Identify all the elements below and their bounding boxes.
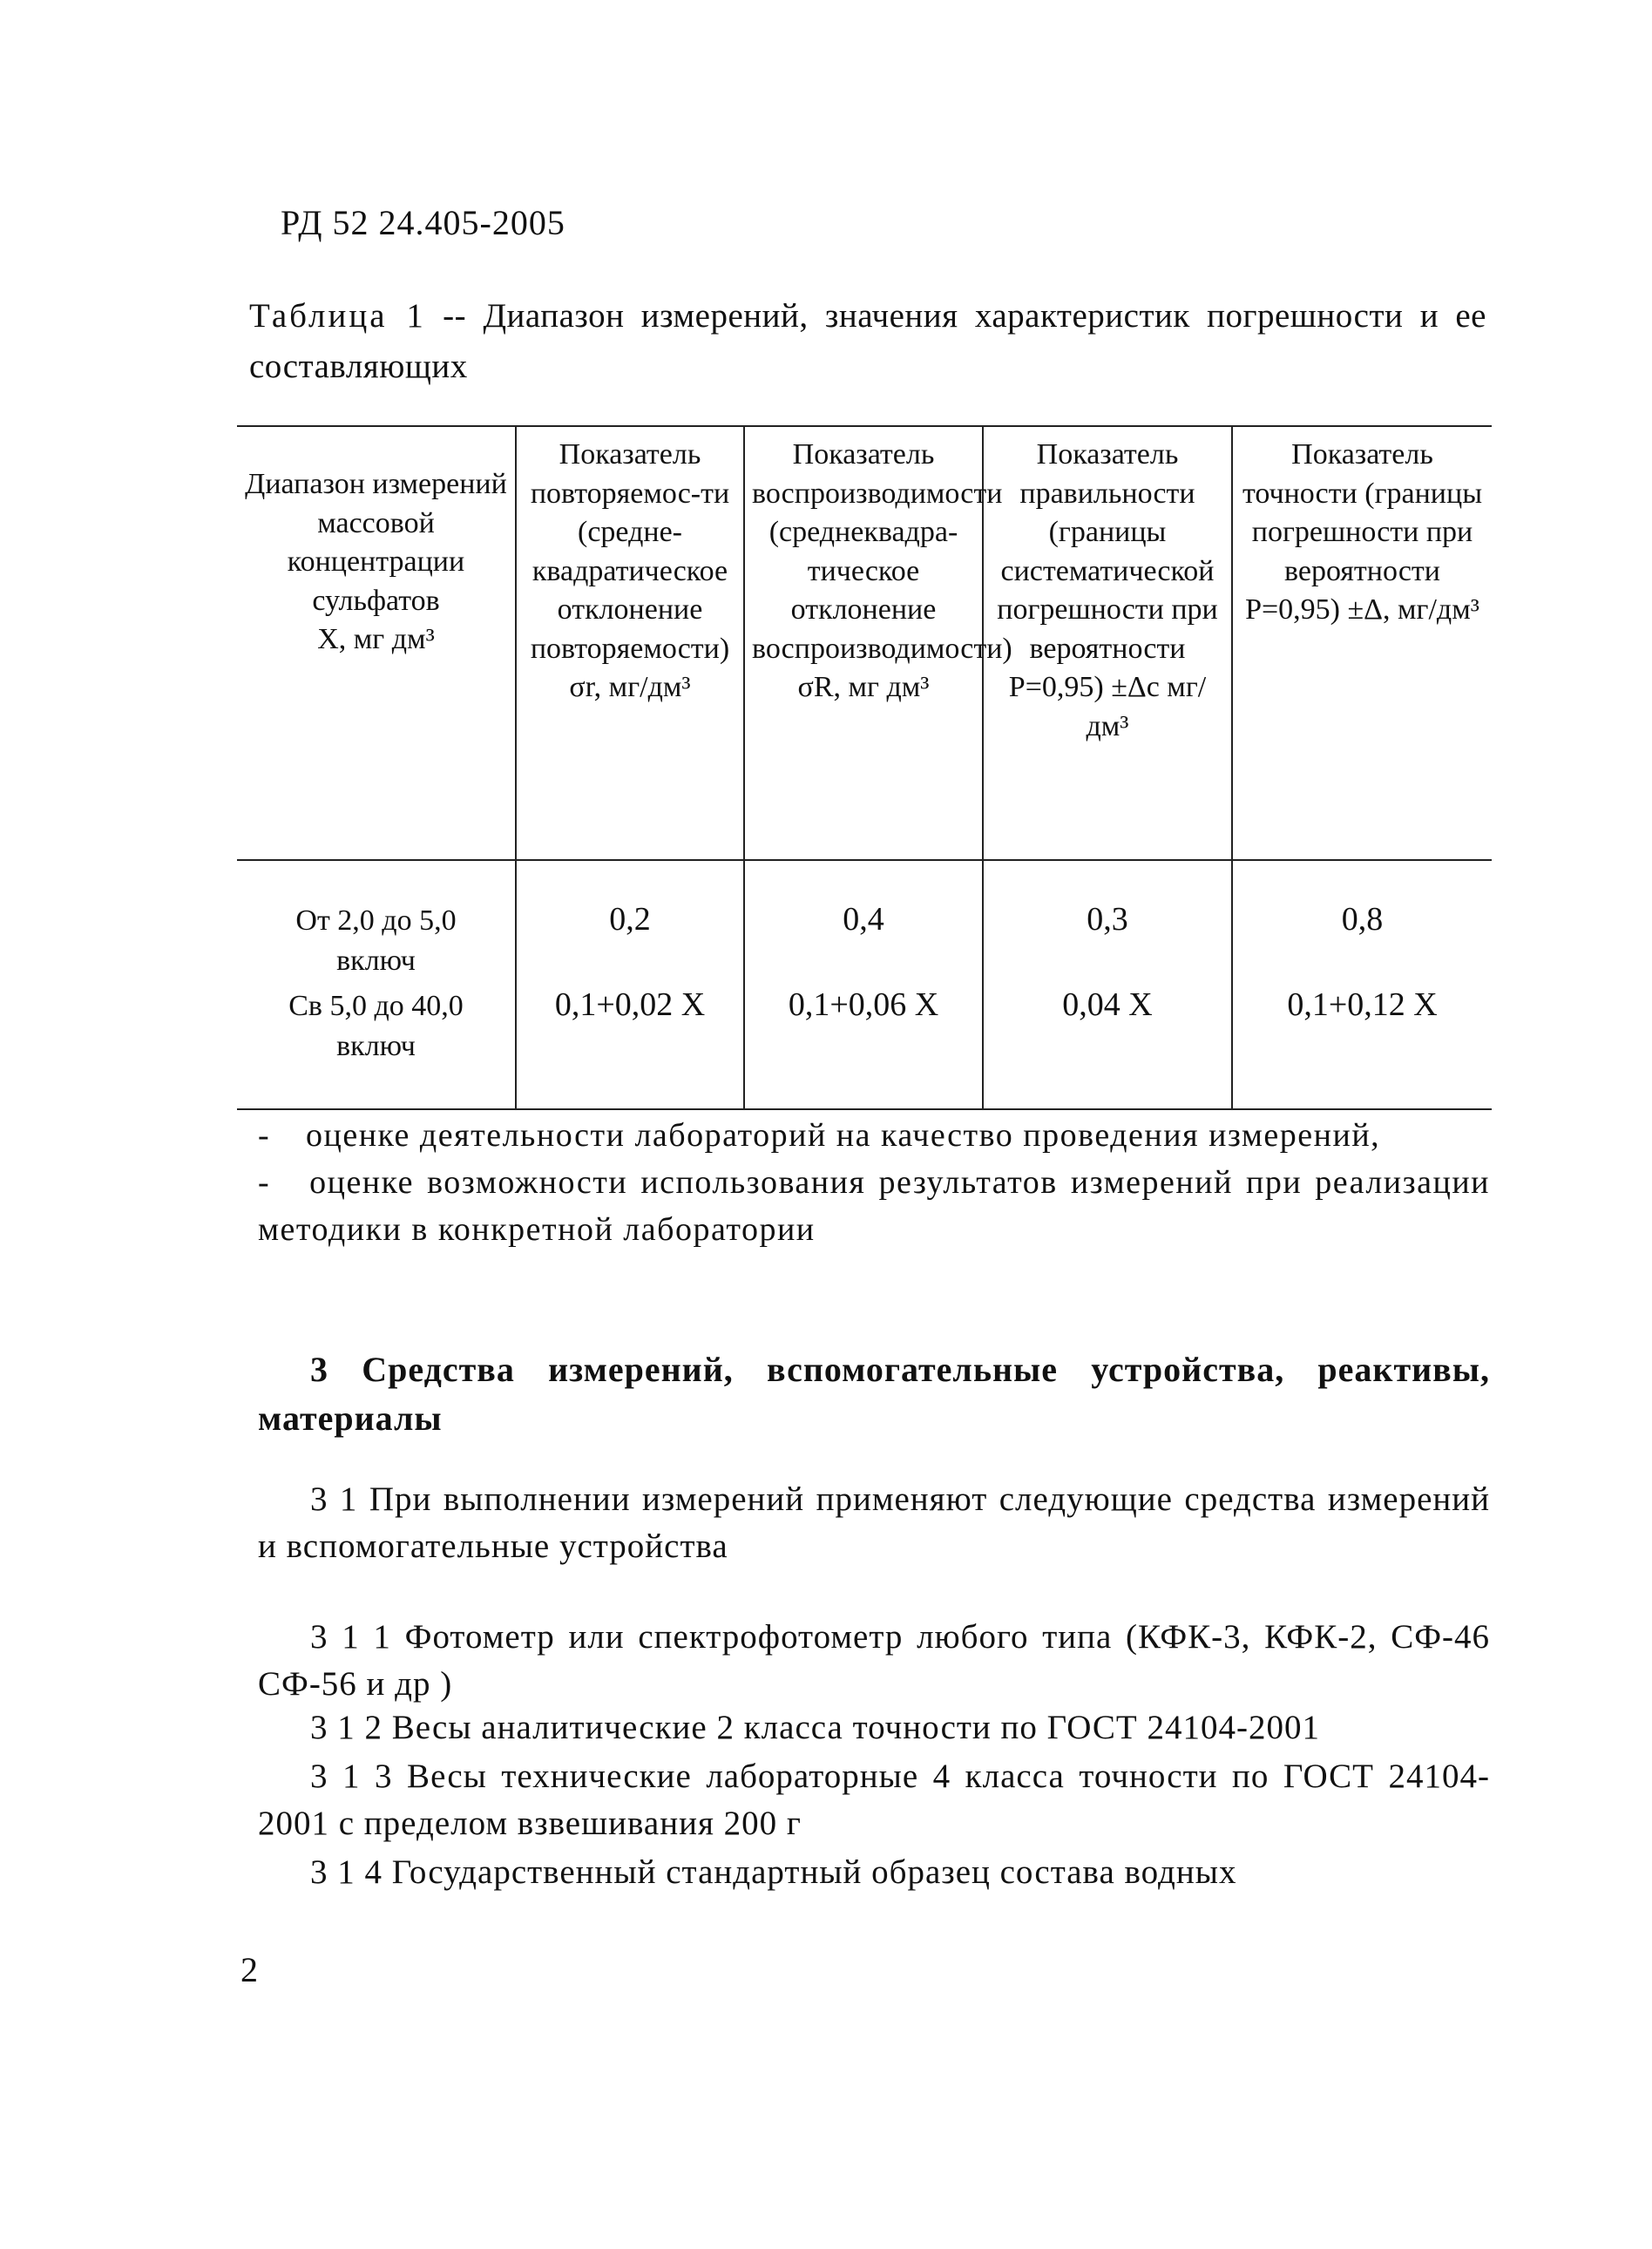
column-header-reproducibility: Показатель воспроизводимости (среднеквадра-тическое отклонение воспроизводимости) σR, мг дм³ xyxy=(744,426,983,860)
trueness-cell: 0,04 X xyxy=(983,981,1232,1109)
repeatability-cell: 0,1+0,02 X xyxy=(516,981,744,1109)
repeatability-cell: 0,2 xyxy=(516,860,744,981)
column-header-trueness: Показатель правильности (границы систематической погрешности при вероятности P=0,95) ±Δc мг/дм³ xyxy=(983,426,1232,860)
column-header-range: Диапазон измерений массовой концентрации сульфатов X, мг дм³ xyxy=(245,468,507,655)
measurement-characteristics-table xyxy=(237,425,1492,1110)
bullet-text: оценке деятельности лабораторий на качество проведения измерений, xyxy=(306,1117,1381,1154)
bullet-list xyxy=(258,1112,1490,1253)
bullet-dash: - xyxy=(258,1164,271,1201)
document-code: РД 52 24.405-2005 xyxy=(281,203,565,242)
range-cell: От 2,0 до 5,0 включ xyxy=(295,904,457,977)
range-cell: Св 5,0 до 40,0 включ xyxy=(288,990,464,1062)
column-header-accuracy: Показатель точности (границы погрешности при вероятности P=0,95) ±Δ, мг/дм³ xyxy=(1232,426,1492,860)
reproducibility-cell: 0,4 xyxy=(744,860,983,981)
page-number: 2 xyxy=(240,1950,258,1989)
accuracy-cell: 0,1+0,12 X xyxy=(1232,981,1492,1109)
accuracy-cell: 0,8 xyxy=(1232,860,1492,981)
trueness-cell: 0,3 xyxy=(983,860,1232,981)
list-item xyxy=(258,1112,1490,1159)
paragraph-3-1-4: 3 1 4 Государственный стандартный образец состава водных xyxy=(310,1853,1237,1891)
table-row xyxy=(237,981,1492,1109)
paragraph-3-1-3: 3 1 3 Весы технические лабораторные 4 класса точности по ГОСТ 24104-2001 с пределом взвешивания 200 г xyxy=(258,1758,1490,1842)
bullet-text: оценке возможности использования результатов измерений при реализации методики в конкретной лаборатории xyxy=(258,1164,1490,1248)
table-row xyxy=(237,860,1492,981)
paragraph-3-1: 3 1 При выполнении измерений применяют следующие средства измерений и вспомогательные устройства xyxy=(258,1480,1490,1565)
section-heading: 3 Средства измерений, вспомогательные устройства, реактивы, материалы xyxy=(258,1350,1490,1438)
bullet-dash: - xyxy=(258,1117,271,1154)
list-item xyxy=(258,1159,1490,1253)
paragraph-3-1-2: 3 1 2 Весы аналитические 2 класса точности по ГОСТ 24104-2001 xyxy=(310,1709,1320,1746)
table-caption-label: Таблица 1 xyxy=(249,297,426,335)
reproducibility-cell: 0,1+0,06 X xyxy=(744,981,983,1109)
table-caption xyxy=(249,291,1486,392)
table-caption-text: -- Диапазон измерений, значения характеристик погрешности и ее составляющих xyxy=(249,297,1486,385)
table-header-row xyxy=(237,426,1492,860)
paragraph-3-1-1: 3 1 1 Фотометр или спектрофотометр любого типа (КФК-3, КФК-2, СФ-46 СФ-56 и др ) xyxy=(258,1618,1490,1703)
column-header-repeatability: Показатель повторяемос-ти (средне-квадратическое отклонение повторяемости) σr, мг/дм³ xyxy=(516,426,744,860)
